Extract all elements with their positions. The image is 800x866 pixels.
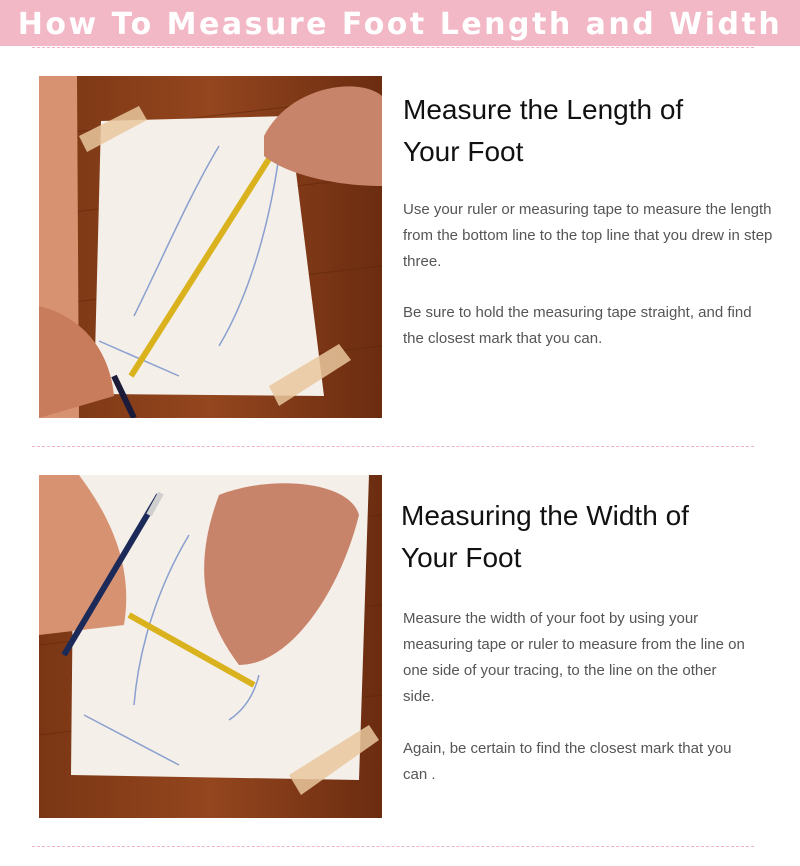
measure-length-image	[39, 76, 382, 418]
section-2-title-line1: Measuring the Width of	[401, 500, 689, 531]
page-title: How To Measure Foot Length and Width	[17, 7, 783, 42]
section-1-paragraph-1: Use your ruler or measuring tape to measure the length from the bottom line to the top line that you drew in step three.	[403, 201, 773, 270]
section-2-title-line2: Your Foot	[401, 542, 522, 573]
section-1-paragraph-2: Be sure to hold the measuring tape straight, and find the closest mark that you can.	[403, 304, 752, 347]
measure-length-photo	[39, 76, 382, 418]
divider-top	[32, 47, 754, 48]
measure-width-photo	[39, 475, 382, 818]
divider-middle	[32, 446, 754, 447]
section-1-title-line1: Measure the Length of	[403, 94, 684, 125]
section-2-title	[401, 495, 781, 579]
page-header	[0, 0, 800, 46]
section-1-title	[403, 89, 783, 173]
section-1-title-line2: Your Foot	[403, 136, 524, 167]
section-2-paragraph-2: Again, be certain to find the closest mark that you can .	[403, 740, 732, 783]
section-2-paragraph-1: Measure the width of your foot by using your measuring tape or ruler to measure from the line on one side of your tracing, to the line on the other side.	[403, 610, 745, 705]
measure-width-image	[39, 475, 382, 818]
divider-bottom	[32, 846, 754, 847]
